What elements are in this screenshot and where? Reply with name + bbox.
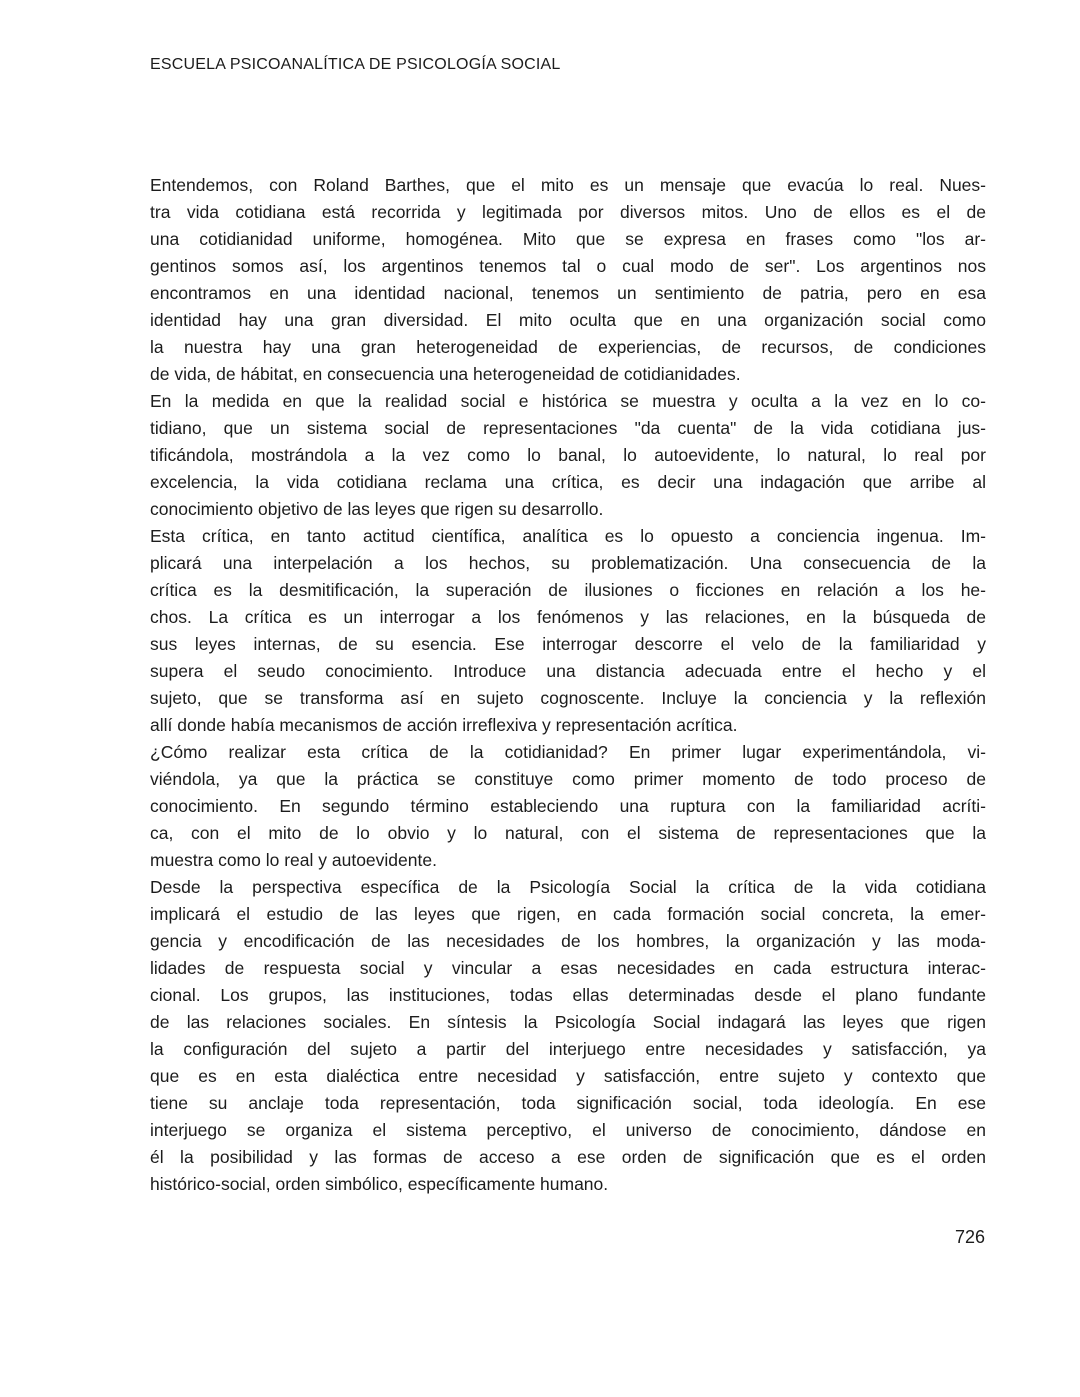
text-line: él la posibilidad y las formas de acceso a ese orden de significación que es el orden	[150, 1147, 986, 1167]
text-line: implicará el estudio de las leyes que rigen, en cada formación social concreta, la emer-	[150, 904, 986, 924]
text-line: encontramos en una identidad nacional, tenemos un sentimiento de patria, pero en esa	[150, 283, 986, 303]
text-line: viéndola, ya que la práctica se constituye como primer momento de todo proceso de	[150, 769, 986, 789]
text-line: crítica es la desmitificación, la superación de ilusiones o ficciones en relación a los he-	[150, 580, 986, 600]
text-line: tidiano, que un sistema social de representaciones "da cuenta" de la vida cotidiana jus-	[150, 418, 986, 438]
body-text	[150, 172, 986, 1198]
text-line: gencia y encodificación de las necesidades de los hombres, la organización y las moda-	[150, 931, 986, 951]
text-line: tra vida cotidiana está recorrida y legitimada por diversos mitos. Uno de ellos es el de	[150, 202, 986, 222]
text-line: chos. La crítica es un interrogar a los fenómenos y las relaciones, en la búsqueda de	[150, 607, 986, 627]
text-line: que es en esta dialéctica entre necesidad y satisfacción, entre sujeto y contexto que	[150, 1066, 986, 1086]
paragraph	[150, 388, 986, 523]
text-line: excelencia, la vida cotidiana reclama una crítica, es decir una indagación que arribe al	[150, 472, 986, 492]
text-line: tificándola, mostrándola a la vez como lo banal, lo autoevidente, lo natural, lo real por	[150, 445, 986, 465]
text-line: tiene su anclaje toda representación, toda significación social, toda ideología. En ese	[150, 1093, 986, 1113]
text-line: ¿Cómo realizar esta crítica de la cotidianidad? En primer lugar experimentándola, vi-	[150, 742, 986, 762]
paragraph	[150, 739, 986, 874]
text-line: ca, con el mito de lo obvio y lo natural, con el sistema de representaciones que la	[150, 823, 986, 843]
text-line: Desde la perspectiva específica de la Psicología Social la crítica de la vida cotidiana	[150, 877, 986, 897]
text-line: Esta crítica, en tanto actitud científica, analítica es lo opuesto a conciencia ingenua. Im-	[150, 526, 986, 546]
paragraph	[150, 172, 986, 388]
text-line: identidad hay una gran diversidad. El mito oculta que en una organización social como	[150, 310, 986, 330]
running-header: ESCUELA PSICOANALÍTICA DE PSICOLOGÍA SOCIAL	[150, 56, 561, 73]
text-line: conocimiento objetivo de las leyes que rigen su desarrollo.	[150, 499, 604, 519]
text-line: sujeto, que se transforma así en sujeto cognoscente. Incluye la conciencia y la reflexión	[150, 688, 986, 708]
text-line: plicará una interpelación a los hechos, su problematización. Una consecuencia de la	[150, 553, 986, 573]
text-line: de las relaciones sociales. En síntesis la Psicología Social indagará las leyes que rigen	[150, 1012, 986, 1032]
text-line: histórico-social, orden simbólico, específicamente humano.	[150, 1174, 609, 1194]
text-line: la configuración del sujeto a partir del interjuego entre necesidades y satisfacción, ya	[150, 1039, 986, 1059]
text-line: sus leyes internas, de su esencia. Ese interrogar descorre el velo de la familiaridad y	[150, 634, 986, 654]
text-line: gentinos somos así, los argentinos tenemos tal o cual modo de ser". Los argentinos nos	[150, 256, 986, 276]
text-line: supera el seudo conocimiento. Introduce una distancia adecuada entre el hecho y el	[150, 661, 986, 681]
text-line: muestra como lo real y autoevidente.	[150, 850, 437, 870]
text-line: interjuego se organiza el sistema perceptivo, el universo de conocimiento, dándose en	[150, 1120, 986, 1140]
text-line: lidades de respuesta social y vincular a esas necesidades en cada estructura interac-	[150, 958, 986, 978]
paragraph	[150, 523, 986, 739]
page-number: 726	[954, 1227, 985, 1247]
text-line: Entendemos, con Roland Barthes, que el mito es un mensaje que evacúa lo real. Nues-	[150, 175, 986, 195]
text-line: allí donde había mecanismos de acción irreflexiva y representación acrítica.	[150, 715, 738, 735]
paragraph	[150, 874, 986, 1198]
text-line: cional. Los grupos, las instituciones, todas ellas determinadas desde el plano fundante	[150, 985, 986, 1005]
text-line: una cotidianidad uniforme, homogénea. Mito que se expresa en frases como "los ar-	[150, 229, 986, 249]
text-line: de vida, de hábitat, en consecuencia una heterogeneidad de cotidianidades.	[150, 364, 741, 384]
text-line: En la medida en que la realidad social e histórica se muestra y oculta a la vez en lo co-	[150, 391, 986, 411]
text-line: conocimiento. En segundo término estableciendo una ruptura con la familiaridad acríti-	[150, 796, 986, 816]
text-line: la nuestra hay una gran heterogeneidad de experiencias, de recursos, de condiciones	[150, 337, 986, 357]
